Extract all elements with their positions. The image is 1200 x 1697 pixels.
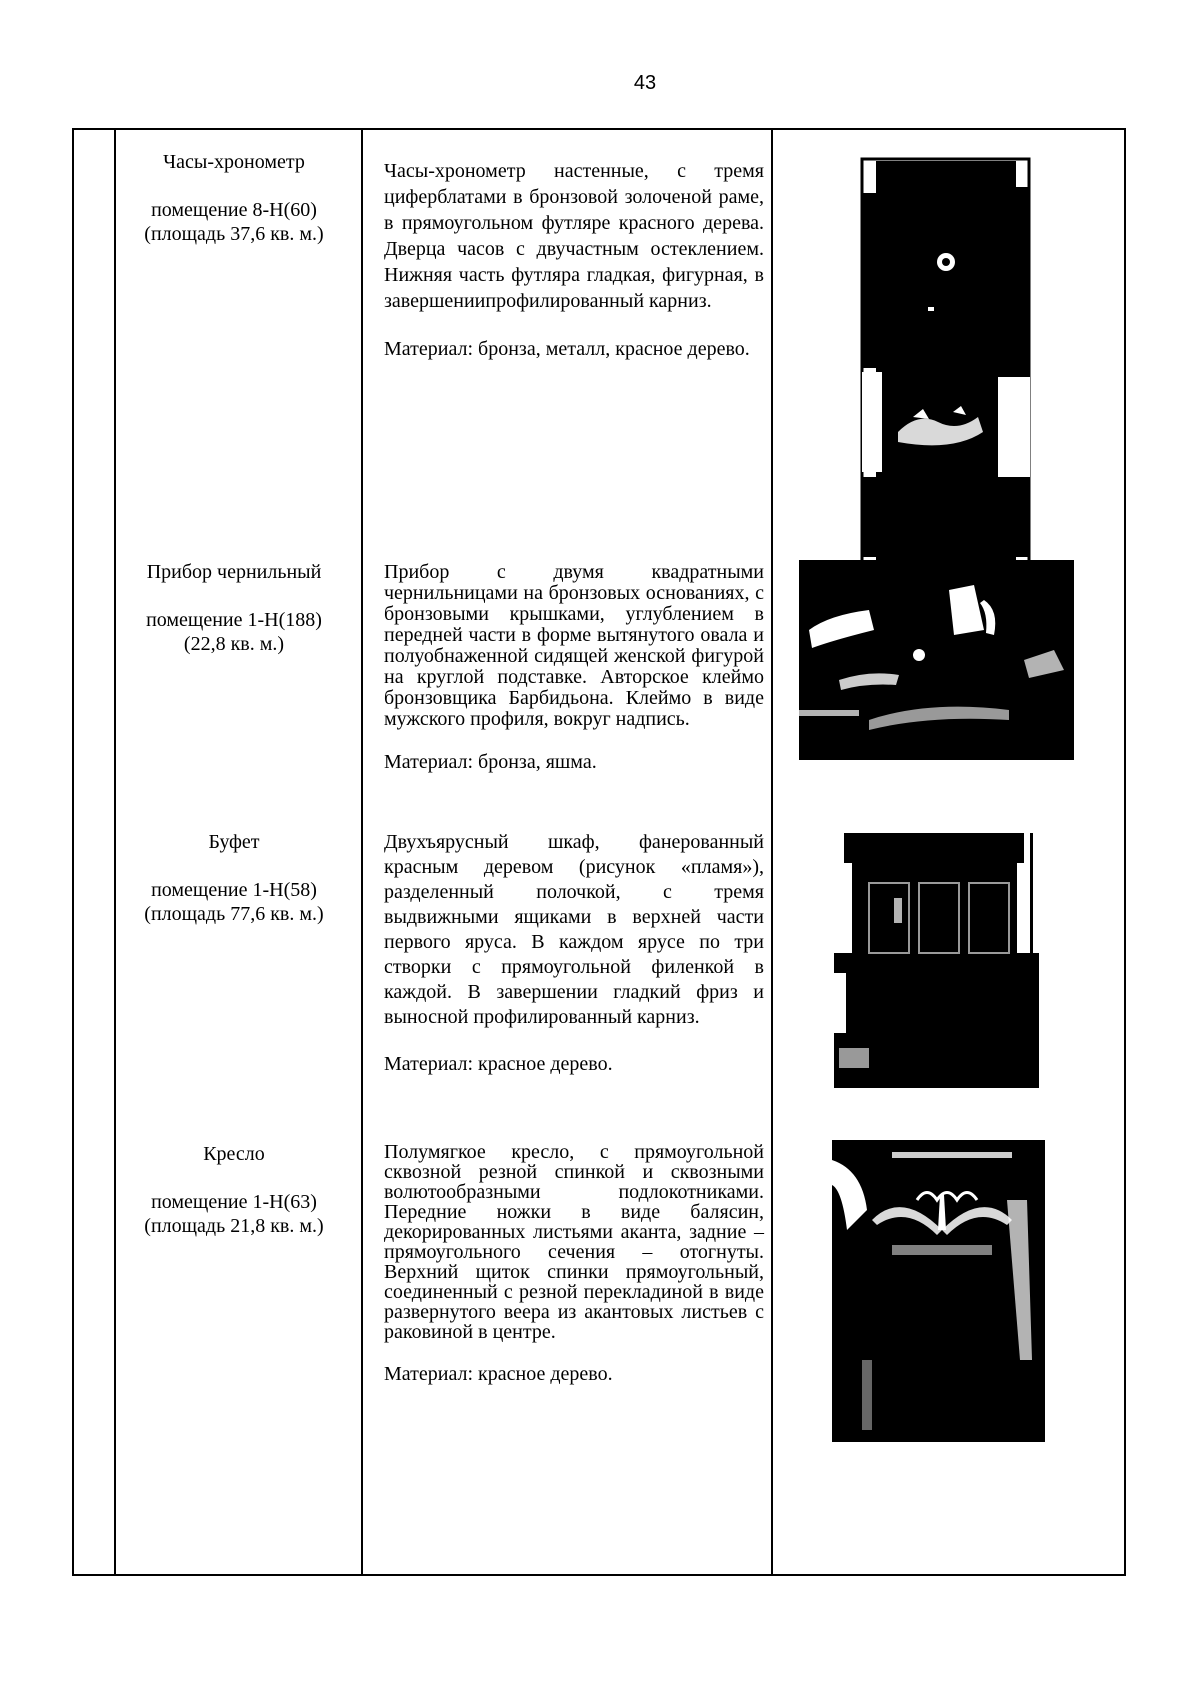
item-material: Материал: бронза, металл, красное дерево. (384, 338, 750, 360)
item-description-cell (384, 830, 764, 1077)
item-description: Двухъярусный шкаф, фанерованный красным деревом (рисунок «пламя»), разделенный полочкой, с тремя выдвижными ящиками в верхней части первого яруса. В каждом ярусе по три створки с прямоугольной филенкой в каждой. В завершении гладкий фриз и выносной профилированный карниз. (384, 831, 764, 1028)
clock-photo (858, 157, 1033, 576)
cabinet-photo (834, 833, 1039, 1088)
item-area: (площадь 37,6 кв. м.) (144, 223, 324, 245)
item-title: Часы-хронометр (163, 151, 305, 173)
item-name-cell (104, 150, 364, 246)
item-name-cell (104, 830, 364, 926)
inkwell-photo (799, 560, 1074, 760)
item-description: Прибор с двумя квадратными чернильницами на бронзовых основаниях, с бронзовыми крышками, углублением в передней части в форме вытянутого овала и полуобнаженной сидящей женской фигурой на круглой подставке. Авторское клеймо бронзовщика Барбидьона. Клеймо в виде мужского профиля, вокруг надпись. (384, 561, 764, 730)
item-room: помещение 1-Н(58) (151, 879, 317, 901)
item-material: Материал: красное дерево. (384, 1053, 613, 1075)
item-description: Полумягкое кресло, с прямоугольной сквозной резной спинкой и сквозными волютообразными подлокотниками. Передние ножки в виде балясин, декорированных листьями аканта, задние – прямоугольного сечения – отогнуты. Верхний щиток спинки прямоугольный, соединенный с резной перекладиной в виде развернутого веера из акантовых листьев с раковиной в центре. (384, 1141, 764, 1343)
item-description-cell (384, 562, 764, 773)
item-room: помещение 1-Н(63) (151, 1191, 317, 1213)
inventory-table (72, 128, 1126, 1576)
item-material: Материал: красное дерево. (384, 1363, 613, 1385)
item-title: Кресло (203, 1143, 265, 1165)
item-material: Материал: бронза, яшма. (384, 751, 597, 773)
item-room: помещение 8-Н(60) (151, 199, 317, 221)
item-description-cell (384, 1142, 764, 1384)
page-number: 43 (633, 72, 657, 94)
item-room: помещение 1-Н(188) (146, 609, 322, 631)
armchair-photo (832, 1140, 1045, 1442)
item-area: (площадь 77,6 кв. м.) (144, 903, 324, 925)
item-area: (22,8 кв. м.) (183, 633, 285, 655)
item-description: Часы-хронометр настенные, с тремя циферблатами в бронзовой золоченой раме, в прямоугольном футляре красного дерева. Дверца часов с двучастным остеклением. Нижняя часть футляра гладкая, фигурная, в завершениипрофилированный карниз. (384, 160, 764, 312)
item-name-cell (104, 1142, 364, 1238)
item-title: Прибор чернильный (146, 561, 322, 583)
item-description-cell (384, 158, 764, 362)
item-area: (площадь 21,8 кв. м.) (144, 1215, 324, 1237)
item-title: Буфет (208, 831, 260, 853)
column-divider (771, 130, 773, 1574)
item-name-cell (104, 560, 364, 656)
